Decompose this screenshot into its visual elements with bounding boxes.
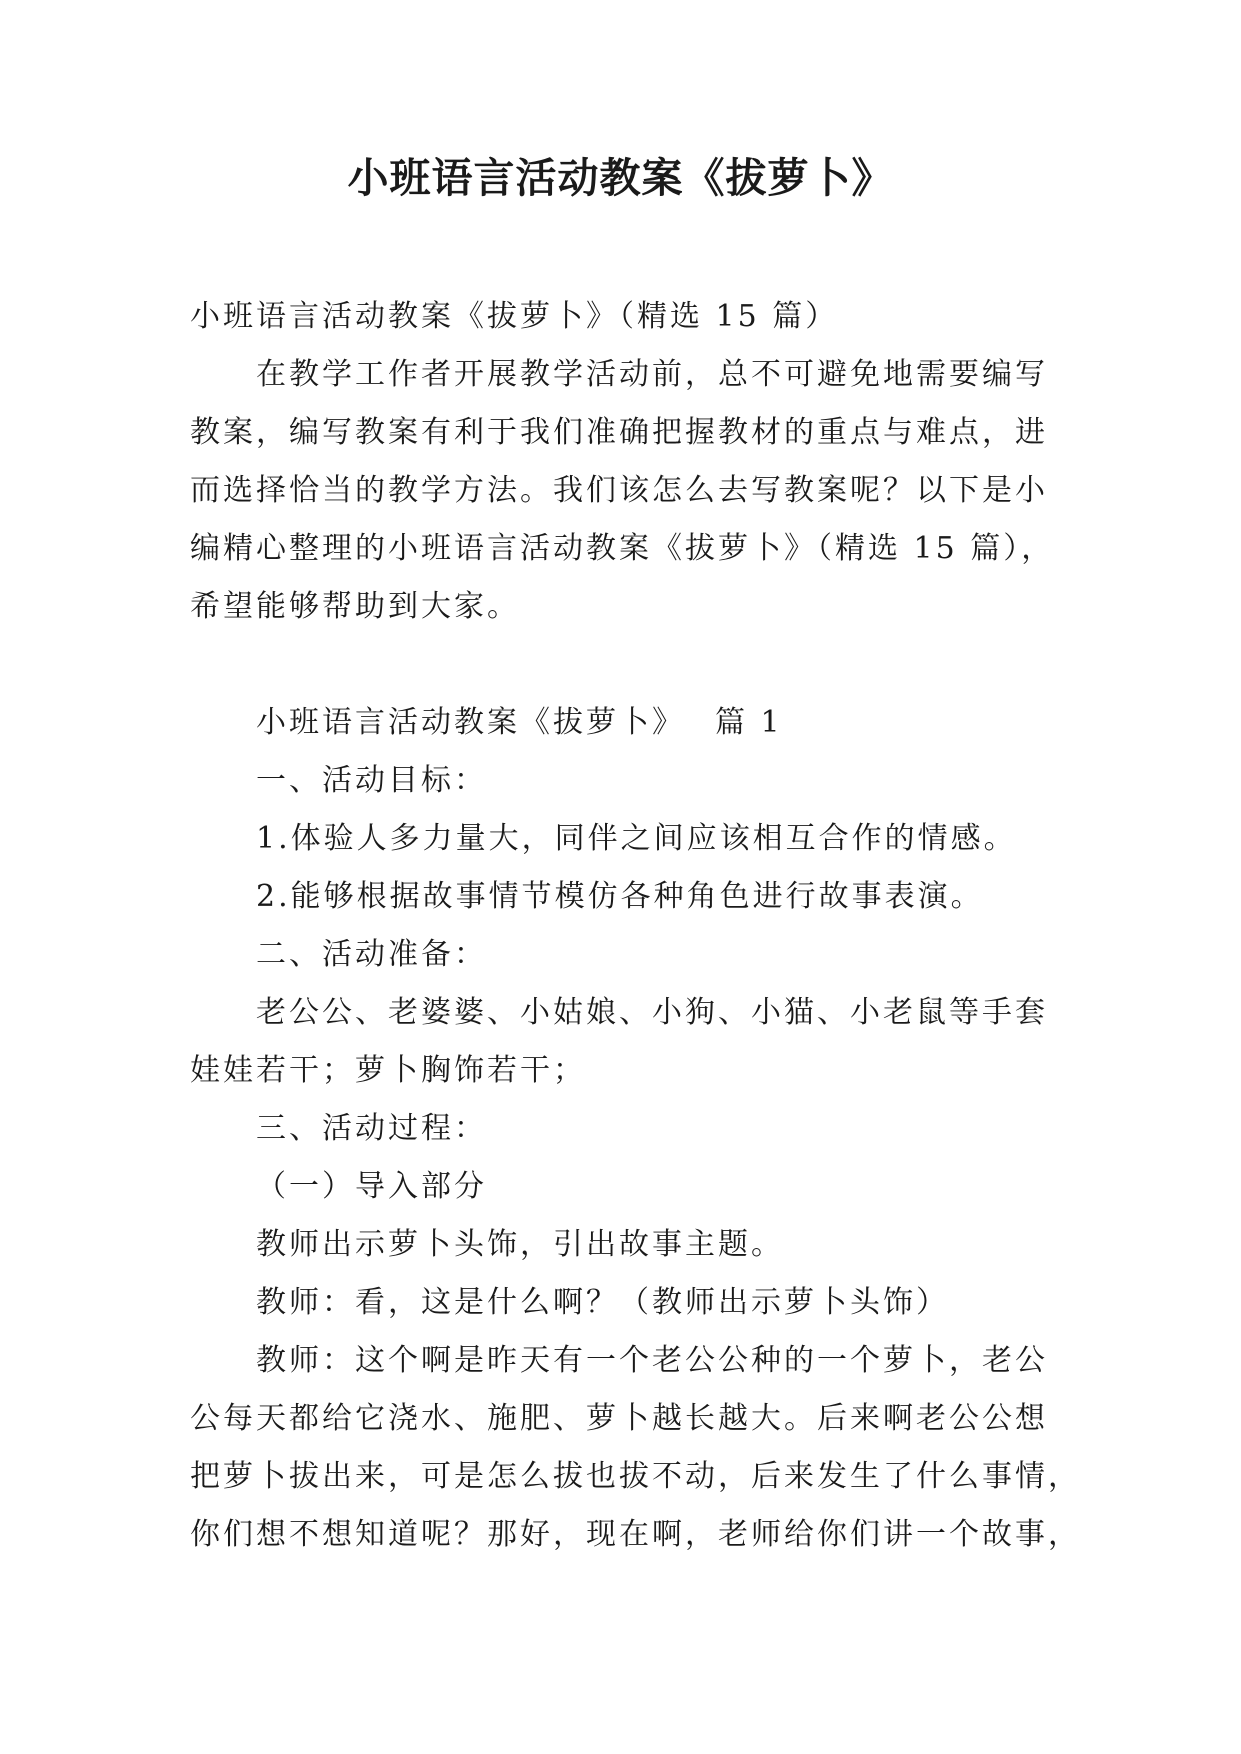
- prep-line: 娃娃若干；萝卜胸饰若干；: [190, 1053, 586, 1088]
- paragraph-gap: [190, 636, 1048, 694]
- goal-item: 1.体验人多力量大，同伴之间应该相互合作的情感。: [256, 821, 1017, 856]
- story-line: 把萝卜拔出来，可是怎么拔也拔不动，后来发生了什么事情，: [190, 1459, 1081, 1494]
- document-body: [190, 288, 1081, 1564]
- body-line: 教师出示萝卜头饰，引出故事主题。: [256, 1227, 784, 1262]
- intro-line: 希望能够帮助到大家。: [190, 589, 520, 624]
- intro-line: 在教学工作者开展教学活动前，总不可避免地需要编写: [256, 357, 1048, 392]
- prep-heading: 二、活动准备：: [256, 937, 487, 972]
- part-heading: （一）导入部分: [256, 1169, 487, 1204]
- body-line: 教师：看，这是什么啊？（教师出示萝卜头饰）: [256, 1285, 949, 1320]
- intro-line: 教案，编写教案有利于我们准确把握教材的重点与难点，进: [190, 415, 1048, 450]
- section-number: 篇 1: [715, 705, 783, 740]
- process-heading: 三、活动过程：: [256, 1111, 487, 1146]
- intro-line: 而选择恰当的教学方法。我们该怎么去写教案呢？以下是小: [190, 473, 1048, 508]
- intro-line: 编精心整理的小班语言活动教案《拔萝卜》（精选 15 篇），: [190, 531, 1055, 566]
- story-line: 你们想不想知道呢？那好，现在啊，老师给你们讲一个故事，: [190, 1517, 1081, 1552]
- document-subtitle: 小班语言活动教案《拔萝卜》（精选 15 篇）: [190, 299, 839, 334]
- goal-item: 2.能够根据故事情节模仿各种角色进行故事表演。: [256, 879, 984, 914]
- section-heading: [190, 694, 1048, 752]
- story-line: 教师：这个啊是昨天有一个老公公种的一个萝卜，老公: [256, 1343, 1048, 1378]
- section-title: 小班语言活动教案《拔萝卜》: [256, 705, 685, 740]
- document-title: 小班语言活动教案《拔萝卜》: [347, 154, 894, 202]
- prep-line: 老公公、老婆婆、小姑娘、小狗、小猫、小老鼠等手套: [256, 995, 1048, 1030]
- goals-heading: 一、活动目标：: [256, 763, 487, 798]
- story-line: 公每天都给它浇水、施肥、萝卜越长越大。后来啊老公公想: [190, 1401, 1048, 1436]
